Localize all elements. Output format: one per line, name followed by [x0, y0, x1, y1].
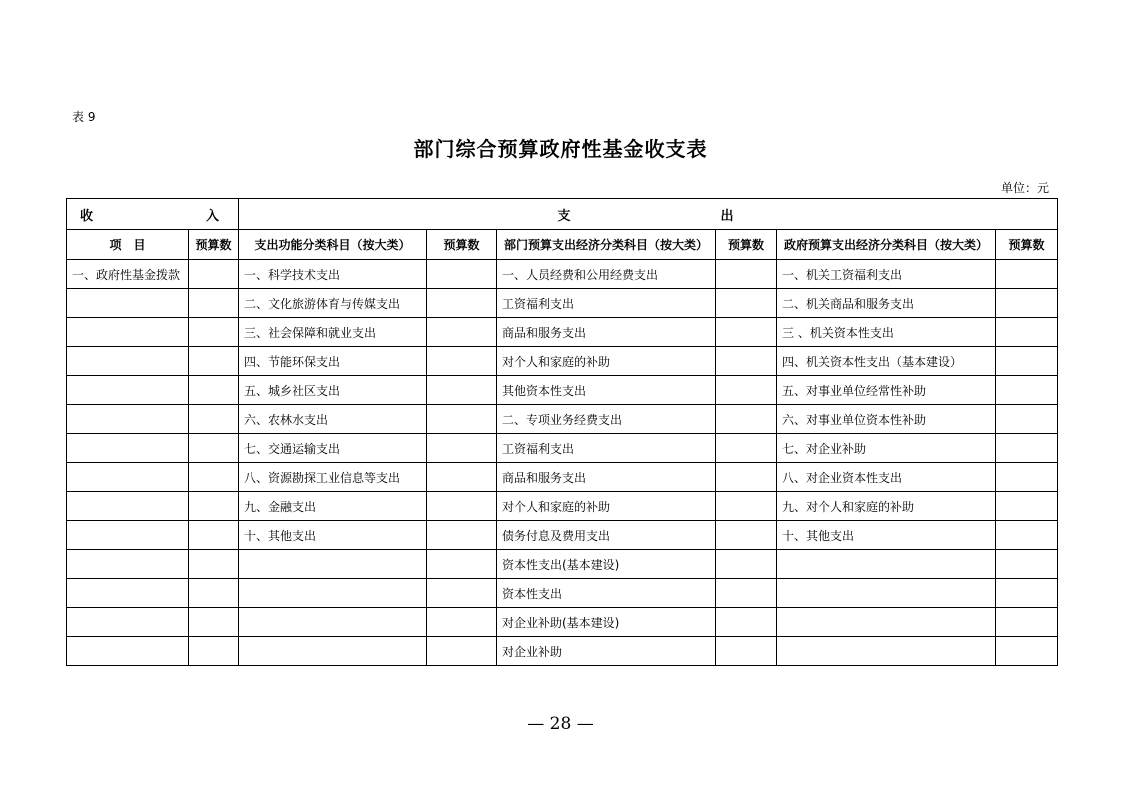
item-cell — [67, 318, 189, 347]
function-class-cell: 二、文化旅游体育与传媒支出 — [239, 289, 427, 318]
table-row — [67, 347, 1058, 376]
unit-label: 单位：元 — [1000, 181, 1049, 195]
budget-function-cell — [427, 637, 497, 666]
table-row — [67, 608, 1058, 637]
item-cell — [67, 579, 189, 608]
function-class-cell — [239, 637, 427, 666]
function-class-cell: 七、交通运输支出 — [239, 434, 427, 463]
table-row — [67, 521, 1058, 550]
function-class-cell: 三、社会保障和就业支出 — [239, 318, 427, 347]
budget-dept-cell — [716, 463, 777, 492]
col-header-gov-economic-class: 政府预算支出经济分类科目（按大类） — [777, 230, 996, 260]
budget-dept-cell — [716, 376, 777, 405]
budget-income-cell — [189, 637, 239, 666]
budget-income-cell — [189, 260, 239, 289]
item-cell — [67, 463, 189, 492]
budget-gov-cell — [996, 376, 1058, 405]
gov-economic-class-cell: 十、其他支出 — [777, 521, 996, 550]
budget-function-cell — [427, 550, 497, 579]
budget-income-cell — [189, 550, 239, 579]
table-row — [67, 463, 1058, 492]
income-header-char-a: 收 — [80, 208, 94, 224]
budget-dept-cell — [716, 318, 777, 347]
gov-economic-class-cell: 五、对事业单位经常性补助 — [777, 376, 996, 405]
gov-economic-class-cell — [777, 608, 996, 637]
gov-economic-class-cell — [777, 637, 996, 666]
table-label: 表 9 — [72, 110, 96, 124]
budget-dept-cell — [716, 492, 777, 521]
budget-gov-cell — [996, 347, 1058, 376]
budget-gov-cell — [996, 434, 1058, 463]
item-cell — [67, 637, 189, 666]
gov-economic-class-cell: 七、对企业补助 — [777, 434, 996, 463]
function-class-cell: 一、科学技术支出 — [239, 260, 427, 289]
budget-income-cell — [189, 347, 239, 376]
budget-dept-cell — [716, 579, 777, 608]
budget-gov-cell — [996, 260, 1058, 289]
item-cell — [67, 492, 189, 521]
budget-dept-cell — [716, 608, 777, 637]
function-class-cell: 四、节能环保支出 — [239, 347, 427, 376]
page-number: — 28 — — [527, 714, 594, 734]
table-row — [67, 637, 1058, 666]
dept-economic-class-cell: 商品和服务支出 — [497, 318, 716, 347]
dept-economic-class-cell: 工资福利支出 — [497, 289, 716, 318]
budget-function-cell — [427, 521, 497, 550]
budget-function-cell — [427, 434, 497, 463]
table-row — [67, 434, 1058, 463]
budget-function-cell — [427, 260, 497, 289]
gov-economic-class-cell: 八、对企业资本性支出 — [777, 463, 996, 492]
dept-economic-class-cell: 债务付息及费用支出 — [497, 521, 716, 550]
col-header-dept-economic-class: 部门预算支出经济分类科目（按大类） — [497, 230, 716, 260]
budget-income-cell — [189, 405, 239, 434]
table-row — [67, 318, 1058, 347]
budget-function-cell — [427, 289, 497, 318]
gov-economic-class-cell: 九、对个人和家庭的补助 — [777, 492, 996, 521]
income-header — [67, 199, 239, 230]
income-header-char-b: 入 — [205, 208, 219, 224]
budget-income-cell — [189, 463, 239, 492]
item-cell — [67, 608, 189, 637]
budget-income-cell — [189, 318, 239, 347]
gov-economic-class-cell: 六、对事业单位资本性补助 — [777, 405, 996, 434]
budget-income-cell — [189, 492, 239, 521]
item-cell — [67, 521, 189, 550]
budget-dept-cell — [716, 550, 777, 579]
budget-table — [66, 198, 1058, 666]
budget-function-cell — [427, 376, 497, 405]
budget-gov-cell — [996, 492, 1058, 521]
item-cell — [67, 376, 189, 405]
function-class-cell: 六、农林水支出 — [239, 405, 427, 434]
gov-economic-class-cell: 一、机关工资福利支出 — [777, 260, 996, 289]
document-title: 部门综合预算政府性基金收支表 — [413, 137, 708, 161]
budget-gov-cell — [996, 579, 1058, 608]
item-cell — [67, 347, 189, 376]
dept-economic-class-cell: 一、人员经费和公用经费支出 — [497, 260, 716, 289]
item-cell — [67, 289, 189, 318]
header-row-columns — [67, 230, 1058, 260]
budget-function-cell — [427, 318, 497, 347]
dept-economic-class-cell: 其他资本性支出 — [497, 376, 716, 405]
expenditure-header: 支出 — [239, 199, 1058, 230]
function-class-cell: 九、金融支出 — [239, 492, 427, 521]
budget-income-cell — [189, 434, 239, 463]
col-header-budget-gov: 预算数 — [996, 230, 1058, 260]
budget-income-cell — [189, 608, 239, 637]
col-header-budget-function: 预算数 — [427, 230, 497, 260]
function-class-cell: 八、资源勘探工业信息等支出 — [239, 463, 427, 492]
dept-economic-class-cell: 资本性支出 — [497, 579, 716, 608]
budget-dept-cell — [716, 347, 777, 376]
item-cell — [67, 405, 189, 434]
budget-dept-cell — [716, 289, 777, 318]
budget-income-cell — [189, 289, 239, 318]
table-row — [67, 579, 1058, 608]
col-header-budget-income: 预算数 — [189, 230, 239, 260]
budget-function-cell — [427, 347, 497, 376]
gov-economic-class-cell: 四、机关资本性支出（基本建设） — [777, 347, 996, 376]
col-header-budget-dept: 预算数 — [716, 230, 777, 260]
gov-economic-class-cell — [777, 550, 996, 579]
budget-function-cell — [427, 492, 497, 521]
col-header-function-class: 支出功能分类科目（按大类） — [239, 230, 427, 260]
budget-gov-cell — [996, 289, 1058, 318]
function-class-cell — [239, 608, 427, 637]
item-cell — [67, 550, 189, 579]
table-row — [67, 260, 1058, 289]
dept-economic-class-cell: 对企业补助(基本建设) — [497, 608, 716, 637]
table-row — [67, 550, 1058, 579]
budget-dept-cell — [716, 434, 777, 463]
budget-dept-cell — [716, 637, 777, 666]
budget-income-cell — [189, 579, 239, 608]
budget-dept-cell — [716, 260, 777, 289]
budget-gov-cell — [996, 463, 1058, 492]
budget-gov-cell — [996, 637, 1058, 666]
header-row-group — [67, 199, 1058, 230]
budget-dept-cell — [716, 521, 777, 550]
dept-economic-class-cell: 对个人和家庭的补助 — [497, 492, 716, 521]
gov-economic-class-cell: 二、机关商品和服务支出 — [777, 289, 996, 318]
table-row — [67, 289, 1058, 318]
col-header-item: 项 目 — [67, 230, 189, 260]
item-cell — [67, 434, 189, 463]
dept-economic-class-cell: 商品和服务支出 — [497, 463, 716, 492]
function-class-cell — [239, 550, 427, 579]
dept-economic-class-cell: 工资福利支出 — [497, 434, 716, 463]
table-row — [67, 405, 1058, 434]
budget-function-cell — [427, 579, 497, 608]
budget-function-cell — [427, 608, 497, 637]
function-class-cell — [239, 579, 427, 608]
dept-economic-class-cell: 二、专项业务经费支出 — [497, 405, 716, 434]
budget-function-cell — [427, 463, 497, 492]
item-cell: 一、政府性基金拨款 — [67, 260, 189, 289]
dept-economic-class-cell: 对企业补助 — [497, 637, 716, 666]
function-class-cell: 十、其他支出 — [239, 521, 427, 550]
gov-economic-class-cell — [777, 579, 996, 608]
dept-economic-class-cell: 对个人和家庭的补助 — [497, 347, 716, 376]
budget-income-cell — [189, 521, 239, 550]
dept-economic-class-cell: 资本性支出(基本建设) — [497, 550, 716, 579]
budget-function-cell — [427, 405, 497, 434]
budget-gov-cell — [996, 550, 1058, 579]
function-class-cell: 五、城乡社区支出 — [239, 376, 427, 405]
gov-economic-class-cell: 三 、机关资本性支出 — [777, 318, 996, 347]
budget-gov-cell — [996, 318, 1058, 347]
budget-income-cell — [189, 376, 239, 405]
budget-dept-cell — [716, 405, 777, 434]
budget-gov-cell — [996, 608, 1058, 637]
table-row — [67, 492, 1058, 521]
table-row — [67, 376, 1058, 405]
budget-gov-cell — [996, 521, 1058, 550]
budget-gov-cell — [996, 405, 1058, 434]
